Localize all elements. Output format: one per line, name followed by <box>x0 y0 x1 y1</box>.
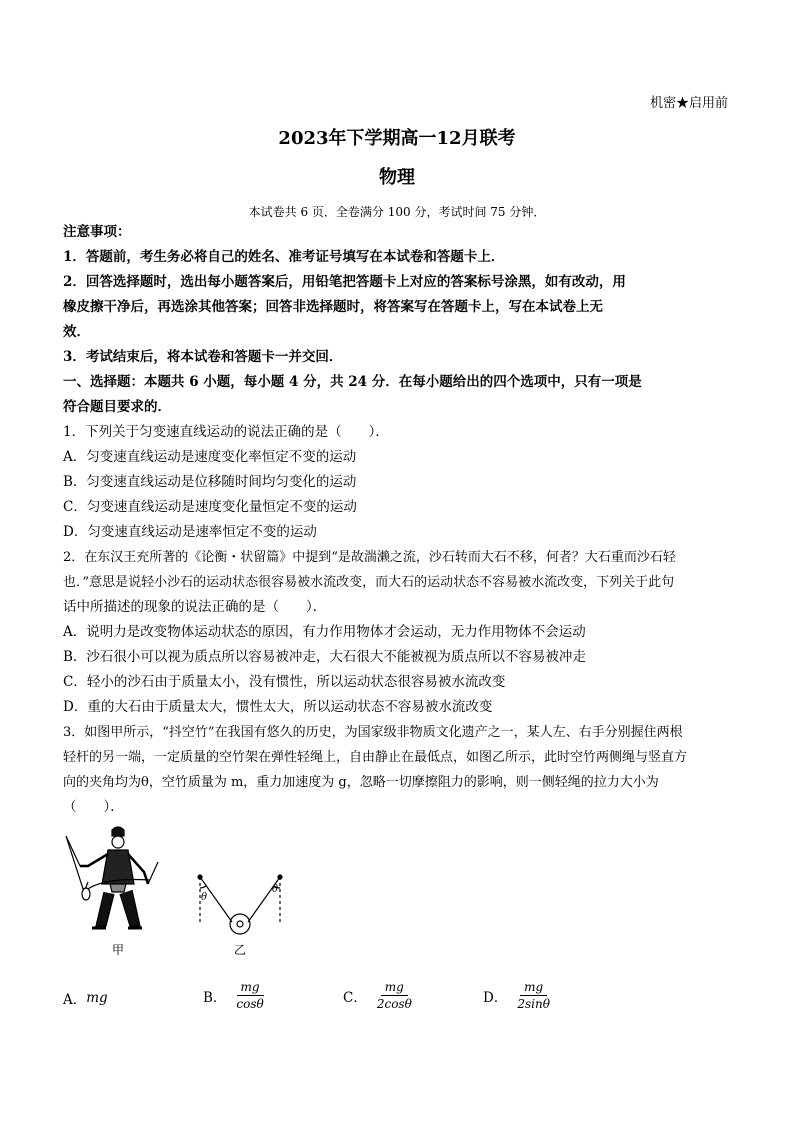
note-3: 3．考试结束后，将本试卷和答题卡一并交回． <box>63 349 343 365</box>
q3-option-d-fraction <box>513 980 554 1011</box>
q2-option-b: B．沙石很小可以视为质点所以容易被冲走，大石很大不能被视为质点所以不容易被冲走 <box>63 649 586 665</box>
exam-info: 本试卷共 6 页．全卷满分 100 分，考试时间 75 分钟． <box>248 205 546 219</box>
q3-option-d <box>483 980 554 1011</box>
q3-option-a-label: A． <box>63 992 87 1008</box>
q3-stem-line-3: 向的夹角均为θ，空竹质量为 m，重力加速度为 g，忽略一切摩擦阻力的影响，则一侧轻绳的拉力大小为 <box>63 775 659 790</box>
q1-option-b: B．匀变速直线运动是位移随时间均匀变化的运动 <box>63 474 357 490</box>
q3-option-c-numerator: mg <box>381 980 408 996</box>
figure-jia-person-illustration <box>66 827 158 928</box>
q1-option-c: C．匀变速直线运动是速度变化量恒定不变的运动 <box>63 499 357 515</box>
note-2-line-2: 橡皮擦干净后，再选涂其他答案；回答非选择题时，将答案写在答题卡上，写在本试卷上无 <box>63 299 603 315</box>
q3-option-a-value: mg <box>86 990 108 1006</box>
q3-option-b-numerator: mg <box>237 980 264 996</box>
q2-stem-line-2: 也．”意思是说轻小沙石的运动状态很容易被水流改变，而大石的运动状态不容易被水流改变，下列关于此句 <box>63 575 675 590</box>
q1-stem: 1．下列关于匀变速直线运动的说法正确的是（ ）． <box>63 424 389 440</box>
q3-option-a <box>63 988 108 1008</box>
section-heading-line-2: 符合题目要求的． <box>63 399 171 415</box>
q3-option-c <box>343 980 416 1011</box>
figure-label-yi: 乙 <box>234 943 247 957</box>
subject-title: 物理 <box>379 167 415 188</box>
figure-yi-angle-left: θ <box>201 892 208 903</box>
q3-stem-line-4: （ ）． <box>63 799 124 815</box>
q2-option-c: C．轻小的沙石由于质量太小，没有惯性，所以运动状态很容易被水流改变 <box>63 674 506 690</box>
note-1: 1．答题前，考生务必将自己的姓名、准考证号填写在本试卷和答题卡上． <box>63 249 505 265</box>
q1-option-a: A．匀变速直线运动是速度变化率恒定不变的运动 <box>63 449 357 465</box>
q3-option-c-label: C． <box>343 989 367 1006</box>
note-2-line-1: 2．回答选择题时，选出每小题答案后，用铅笔把答题卡上对应的答案标号涂黑，如有改动，用 <box>63 274 626 290</box>
figure-label-jia: 甲 <box>112 943 125 957</box>
section-heading-line-1: 一、选择题：本题共 6 小题，每小题 4 分，共 24 分．在每小题给出的四个选项中，只有一项是 <box>63 374 642 390</box>
confidential-mark: 机密★启用前 <box>649 96 728 111</box>
q3-option-b-denominator: cosθ <box>236 997 264 1011</box>
q3-option-d-numerator: mg <box>520 980 547 996</box>
exam-title: 2023年下学期高一12月联考 <box>278 128 516 149</box>
figure-yi-angle-right: θ <box>272 884 279 895</box>
notes-heading: 注意事项： <box>63 224 131 240</box>
q1-option-d: D．匀变速直线运动是速率恒定不变的运动 <box>63 524 317 540</box>
q2-stem-line-3: 话中所描述的现象的说法正确的是（ ）． <box>63 599 327 615</box>
q3-option-d-denominator: 2sinθ <box>517 997 550 1011</box>
q3-option-c-denominator: 2cosθ <box>376 997 412 1011</box>
figure-yi-diagram <box>198 875 282 934</box>
q3-option-c-fraction <box>373 980 416 1011</box>
note-2-line-3: 效． <box>63 324 90 340</box>
q3-option-b <box>203 980 268 1011</box>
q3-options <box>63 980 731 1020</box>
q3-option-b-fraction <box>232 980 267 1011</box>
q3-option-d-label: D． <box>483 989 508 1006</box>
q3-stem-line-2: 轻杆的另一端，一定质量的空竹架在弹性轻绳上，自由静止在最低点，如图乙所示，此时空竹两侧绳与竖直方 <box>63 750 688 765</box>
q2-option-d: D．重的大石由于质量太大，惯性太大，所以运动状态不容易被水流改变 <box>63 699 493 715</box>
q3-stem-line-1: 3．如图甲所示，“抖空竹”在我国有悠久的历史，为国家级非物质文化遗产之一，某人左、右手分别握住两根 <box>63 725 683 740</box>
q2-stem-line-1: 2．在东汉王充所著的《论衡・状留篇》中提到“是故湍濑之流，沙石转而大石不移，何者？大石重而沙石轻 <box>63 550 676 565</box>
q2-option-a: A．说明力是改变物体运动状态的原因，有力作用物体才会运动，无力作用物体不会运动 <box>63 624 586 640</box>
q3-figure <box>60 822 320 962</box>
q3-option-b-label: B． <box>203 989 227 1006</box>
